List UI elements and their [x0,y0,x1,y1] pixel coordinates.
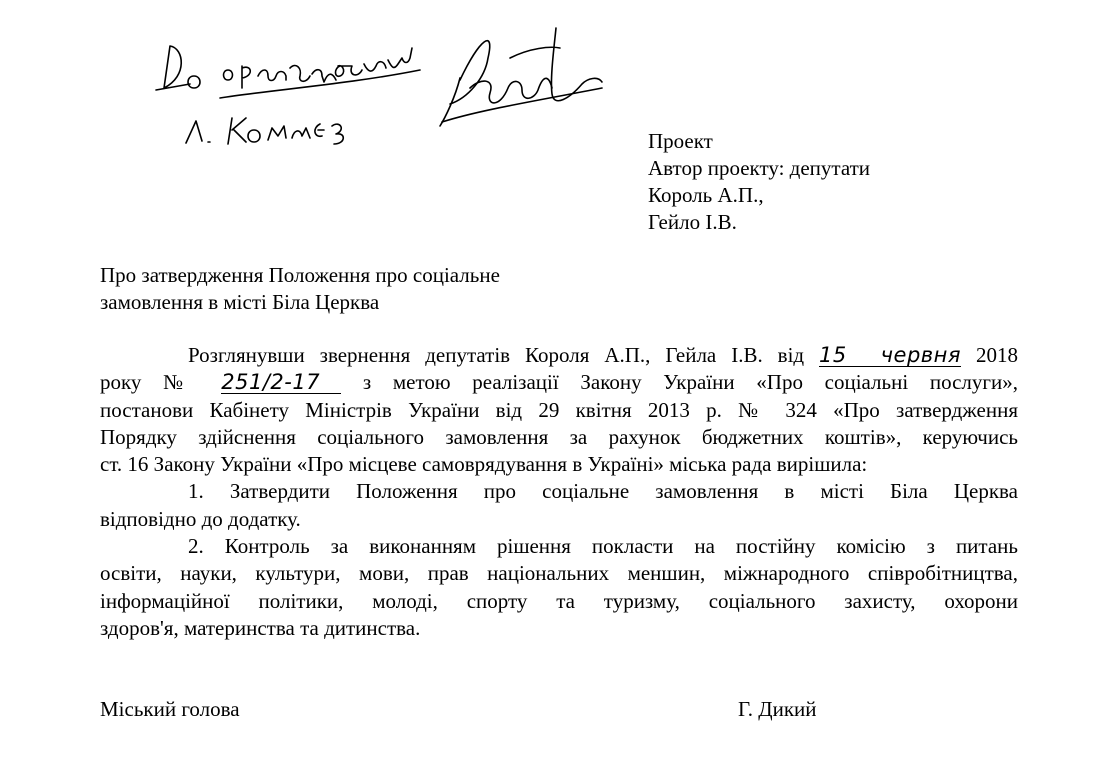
paragraph-1-line-4: Порядку здійснення соціального замовлення за рахунок бюджетних коштів», керуючись [100,424,1018,449]
title-line-1: Про затвердження Положення про соціальне [100,263,500,287]
project-header [648,128,870,236]
item-1-line-2: відповідно до додатку. [100,506,301,531]
project-status: Проект [648,129,713,153]
author-2: Гейло І.В. [648,210,737,234]
handwritten-resolution-drawing [150,18,610,153]
document-title [100,262,500,316]
body-text: з метою реалізації Закону України «Про соціальні послуги», [362,370,1019,395]
paragraph-1-line-2 [100,369,1018,396]
signatory-name: Г. Дикий [738,697,817,721]
item-2-line-4: здоров'я, материнства та дитинства. [100,615,421,640]
body-text: року № [100,370,200,395]
item-2-line-2: освіти, науки, культури, мови, прав національних меншин, міжнародного співробітництва, [100,561,1018,586]
item-1-line-1: 1. Затвердити Положення про соціальне замовлення в місті Біла Церква [188,479,1018,504]
signatory-position: Міський голова [100,697,240,721]
handwritten-number: 251/2-17 [221,371,341,394]
body-text: Розглянувши звернення депутатів Короля А.П., Гейла І.В. від [188,343,805,367]
paragraph-1-line-5: ст. 16 Закону України «Про місцеве самоврядування в Україні» міська рада вирішила: [100,452,868,477]
handwritten-date: 15 червня [819,343,962,367]
item-2-line-1: 2. Контроль за виконанням рішення покласти на постійну комісію з питань [188,534,1018,559]
title-line-2: замовлення в місті Біла Церква [100,290,380,314]
document-body [100,342,1018,642]
body-text: 2018 [976,343,1018,367]
author-label: Автор проекту: депутати [648,156,871,180]
paragraph-1-line-1 [100,342,1018,369]
item-2-line-3: інформаційної політики, молоді, спорту та туризму, соціального захисту, охорони [100,588,1018,613]
paragraph-1-line-3: постанови Кабінету Міністрів України від 29 квітня 2013 р. № 324 «Про затвердження [100,397,1018,422]
handwritten-annotation [150,18,610,153]
author-1: Король А.П., [648,183,764,207]
